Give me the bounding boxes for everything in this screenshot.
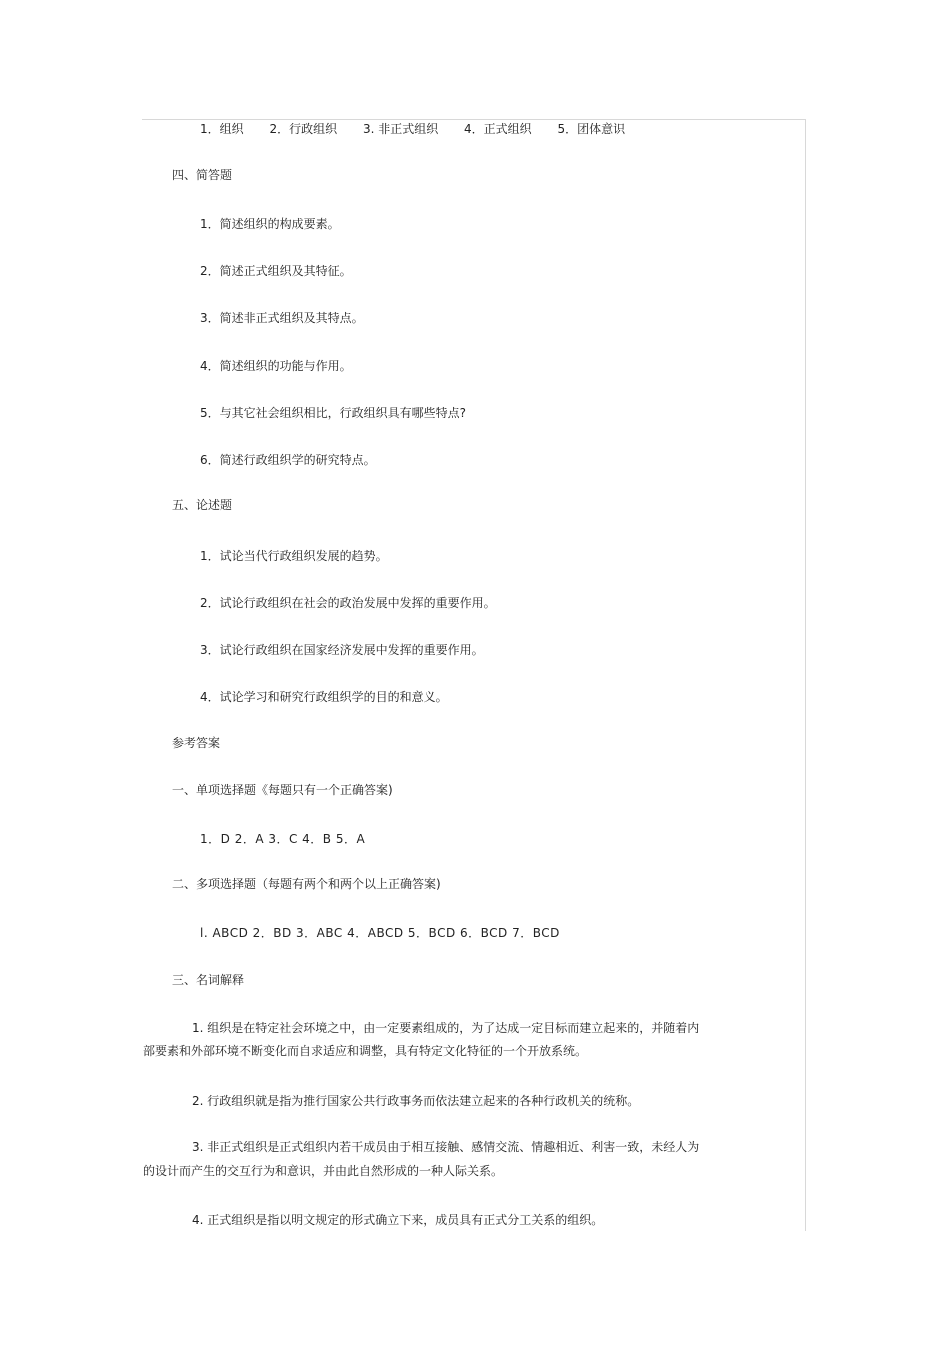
single-choice-answers: 1．D 2．A 3．C 4．B 5．A [200, 832, 366, 846]
term-key-3: 3. 非正式组织 [362, 122, 439, 136]
term-definition-2: 2. 行政组织就是指为推行国家公共行政事务而依法建立起来的各种行政机关的统称。 [192, 1094, 640, 1108]
term-definition-3-line-1: 3. 非正式组织是正式组织内若干成员由于相互接触、感情交流、情趣相近、利害一致，未经人为 [192, 1140, 700, 1154]
term-key-4: 4．正式组织 [464, 122, 532, 136]
short-answer-item: 6．简述行政组织学的研究特点。 [200, 453, 376, 467]
essay-item: 1．试论当代行政组织发展的趋势。 [200, 549, 388, 563]
short-answer-item: 4．简述组织的功能与作用。 [200, 359, 352, 373]
term-definition-1-line-1: 1. 组织是在特定社会环境之中，由一定要素组成的，为了达成一定目标而建立起来的，并随着内 [192, 1021, 700, 1035]
term-key-1: 1．组织 [200, 122, 244, 136]
term-definition-1-line-2: 部要素和外部环境不断变化而自求适应和调整，具有特定文化特征的一个开放系统。 [143, 1044, 588, 1058]
multi-choice-answers: l. ABCD 2．BD 3．ABC 4．ABCD 5．BCD 6．BCD 7．BCD [200, 926, 560, 940]
term-key-2: 2．行政组织 [269, 122, 338, 136]
section-4-title: 四、简答题 [172, 168, 233, 182]
terms-answer-line [200, 121, 647, 137]
short-answer-item: 1．简述组织的构成要素。 [200, 217, 340, 231]
page-frame [142, 119, 806, 1231]
section-5-title: 五、论述题 [172, 498, 233, 512]
term-key-5: 5．团体意识 [557, 122, 626, 136]
essay-item: 2．试论行政组织在社会的政治发展中发挥的重要作用。 [200, 596, 496, 610]
answers-title: 参考答案 [172, 736, 221, 750]
essay-item: 3．试论行政组织在国家经济发展中发挥的重要作用。 [200, 643, 484, 657]
short-answer-item: 3．简述非正式组织及其特点。 [200, 311, 364, 325]
essay-item: 4．试论学习和研究行政组织学的目的和意义。 [200, 690, 448, 704]
terms-title: 三、名词解释 [172, 973, 245, 987]
short-answer-item: 2．简述正式组织及其特征。 [200, 264, 352, 278]
term-definition-4: 4. 正式组织是指以明文规定的形式确立下来，成员具有正式分工关系的组织。 [192, 1213, 604, 1227]
single-choice-title: 一、单项选择题《每题只有一个正确答案) [172, 783, 393, 797]
short-answer-item: 5．与其它社会组织相比，行政组织具有哪些特点? [200, 406, 467, 420]
term-definition-3-line-2: 的设计而产生的交互行为和意识，并由此自然形成的一种人际关系。 [143, 1164, 504, 1178]
multi-choice-title: 二、多项选择题（每题有两个和两个以上正确答案) [172, 877, 441, 891]
